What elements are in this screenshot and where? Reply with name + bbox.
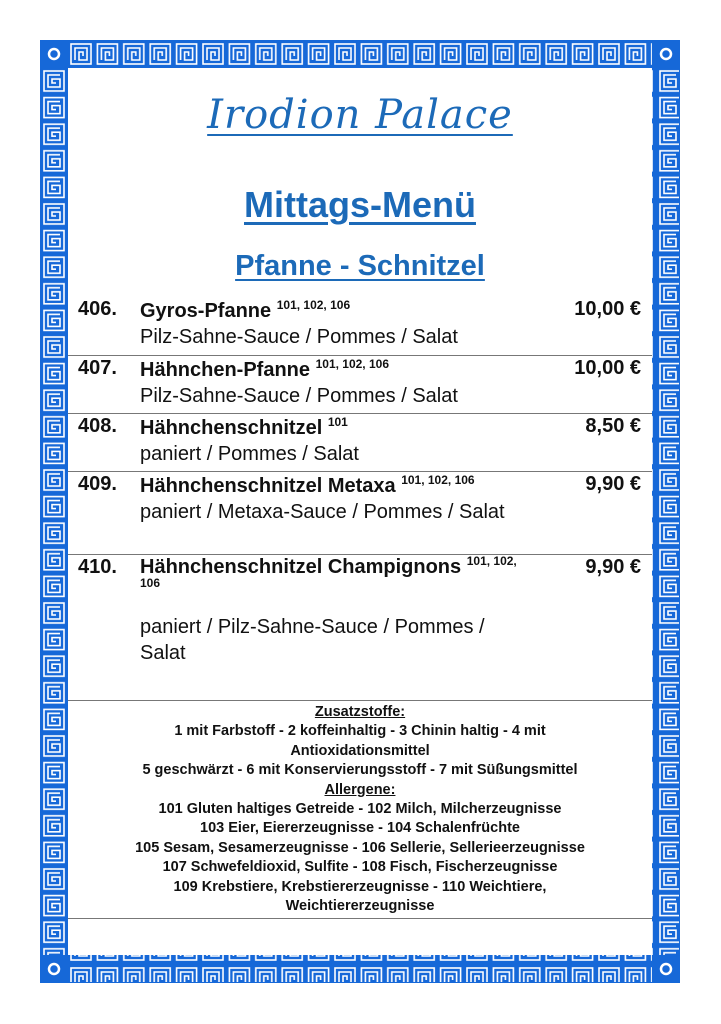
allergens-heading: Allergene: bbox=[324, 781, 396, 798]
additives-line: 1 mit Farbstoff - 2 koffeinhaltig - 3 Chinin haltig - 4 mit Antioxidationsmittel bbox=[174, 723, 546, 759]
allergens-line: 101 Gluten haltiges Getreide - 102 Milch, Milcherzeugnisse bbox=[158, 801, 562, 818]
item-price: 8,50 € bbox=[585, 415, 641, 437]
section-title: Pfanne - Schnitzel bbox=[235, 250, 485, 282]
item-description: Pilz-Sahne-Sauce / Pommes / Salat bbox=[140, 385, 458, 407]
menu-item bbox=[68, 296, 652, 356]
menu-item bbox=[68, 413, 652, 472]
additives-allergens-legend bbox=[68, 703, 652, 919]
item-name: Gyros-Pfanne bbox=[140, 300, 272, 322]
item-allergens: 101 bbox=[327, 415, 348, 429]
item-number: 410. bbox=[78, 556, 117, 578]
item-price: 9,90 € bbox=[585, 473, 641, 495]
item-price: 10,00 € bbox=[574, 357, 641, 379]
item-price: 10,00 € bbox=[574, 298, 641, 320]
item-allergens: 101, 102, 106 bbox=[315, 357, 389, 371]
item-description: paniert / Pilz-Sahne-Sauce / Pommes / Salat bbox=[140, 616, 485, 664]
allergens-line: 105 Sesam, Sesamerzeugnisse - 106 Sellerie, Sellerieerzeugnisse bbox=[135, 839, 585, 856]
item-number: 408. bbox=[78, 415, 117, 437]
menu-item bbox=[68, 471, 652, 555]
menu-item bbox=[68, 554, 652, 701]
item-description: paniert / Pommes / Salat bbox=[140, 443, 359, 465]
allergens-line: 103 Eier, Eiererzeugnisse - 104 Schalenfrüchte bbox=[200, 820, 520, 837]
item-price: 9,90 € bbox=[585, 556, 641, 578]
restaurant-name: Irodion Palace bbox=[207, 92, 513, 138]
item-name: Hähnchenschnitzel Champignons bbox=[140, 556, 462, 578]
item-allergens: 101, 102, 106 bbox=[401, 473, 475, 487]
item-number: 406. bbox=[78, 298, 117, 320]
item-name: Hähnchen-Pfanne bbox=[140, 359, 311, 381]
menu-title: Mittags-Menü bbox=[244, 184, 476, 225]
item-allergens: 101, 102, 106 bbox=[140, 554, 517, 590]
item-number: 409. bbox=[78, 473, 117, 495]
additives-line: 5 geschwärzt - 6 mit Konservierungsstoff - 7 mit Süßungsmittel bbox=[142, 762, 578, 779]
item-allergens: 101, 102, 106 bbox=[276, 298, 351, 312]
item-description: Pilz-Sahne-Sauce / Pommes / Salat bbox=[140, 326, 458, 348]
allergens-line: 107 Schwefeldioxid, Sulfite - 108 Fisch, Fischerzeugnisse bbox=[162, 859, 558, 876]
menu-item bbox=[68, 355, 652, 414]
item-description: paniert / Metaxa-Sauce / Pommes / Salat bbox=[140, 501, 505, 523]
item-name: Hähnchenschnitzel bbox=[140, 417, 323, 439]
item-name: Hähnchenschnitzel Metaxa bbox=[140, 475, 396, 497]
item-number: 407. bbox=[78, 357, 117, 379]
additives-heading: Zusatzstoffe: bbox=[314, 704, 406, 720]
allergens-line: 109 Krebstiere, Krebstiererzeugnisse - 110 Weichtiere, Weichtiererzeugnisse bbox=[173, 878, 547, 915]
